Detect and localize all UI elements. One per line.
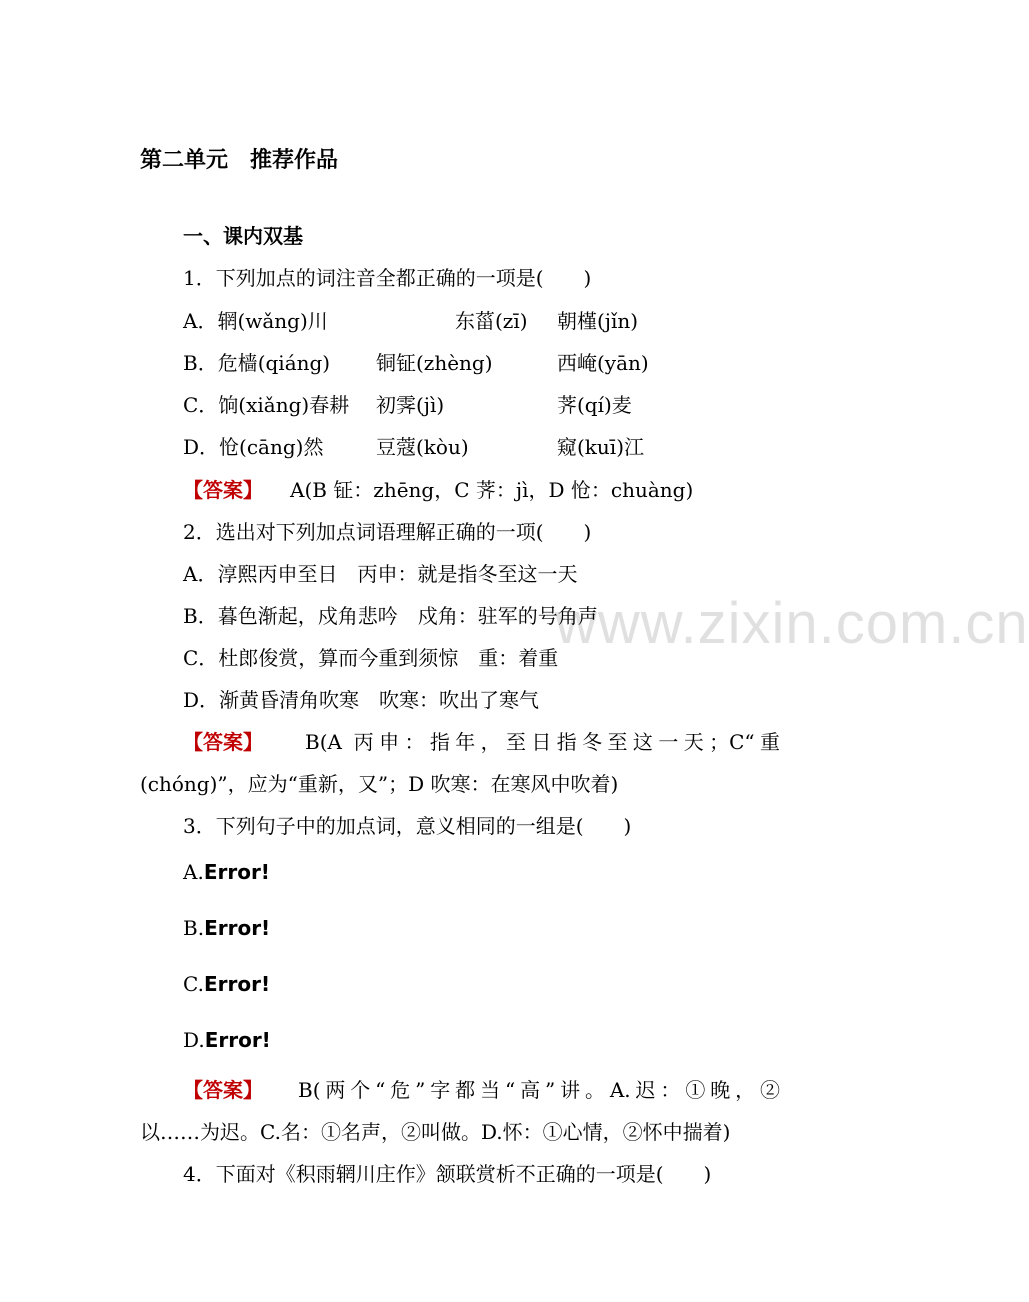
watermark: www.zixin.com.cn <box>555 591 1029 656</box>
q3-opt-a-letter: A. <box>183 860 204 884</box>
q2-opt-b: B．暮色渐起，戍角悲吟 戍角：驻军的号角声 <box>183 604 598 628</box>
q2-opt-d: D．渐黄昏清角吹寒 吹寒：吹出了寒气 <box>183 688 540 712</box>
q3-opt-b <box>183 918 270 938</box>
q1-opt-c-1: C．饷(xiǎng)春耕 <box>183 393 350 417</box>
q3-opt-c <box>183 974 270 994</box>
q2-opt-a: A．淳熙丙申至日 丙申：就是指冬至这一天 <box>183 562 578 586</box>
q3-answer-line2: 以……为迟。C.名：①名声，②叫做。D.怀：①心情，②怀中揣着) <box>140 1120 731 1144</box>
q3-opt-d-error: Error! <box>204 1028 271 1052</box>
q1-answer-label: 【答案】 <box>183 478 263 502</box>
q1-answer-text: A(B 钲：zhēng，C 荠：jì，D 怆：chuàng) <box>290 478 694 502</box>
q2-stem: 2．选出对下列加点词语理解正确的一项( ) <box>183 520 592 544</box>
q3-opt-c-error: Error! <box>203 972 271 996</box>
q1-opt-c-3: 荠(qí)麦 <box>557 393 632 417</box>
q3-answer-label: 【答案】 <box>183 1078 263 1102</box>
q1-stem: 1．下列加点的词注音全都正确的一项是( ) <box>183 266 592 290</box>
q1-opt-a-3: 朝槿(jǐn) <box>557 309 639 333</box>
q1-opt-d-2: 豆蔻(kòu) <box>376 435 469 459</box>
q1-opt-b-2: 铜钲(zhèng) <box>376 351 493 375</box>
q3-opt-d <box>183 1030 271 1050</box>
q1-opt-d-3: 窥(kuī)江 <box>557 435 645 459</box>
section-heading: 一、课内双基 <box>183 224 303 248</box>
q1-opt-d-1: D．怆(cāng)然 <box>183 435 324 459</box>
page-title: 第二单元 推荐作品 <box>140 148 339 173</box>
q4-stem: 4．下面对《积雨辋川庄作》颔联赏析不正确的一项是( ) <box>183 1162 712 1186</box>
q2-opt-c: C．杜郎俊赏，算而今重到须惊 重：着重 <box>183 646 559 670</box>
q1-opt-a-2: 东菑(zī) <box>455 309 528 333</box>
q2-answer-label: 【答案】 <box>183 730 263 754</box>
q3-opt-a <box>183 862 270 882</box>
q2-answer-line2: (chóng)”，应为“重新，又”；D 吹寒：在寒风中吹着) <box>140 772 619 796</box>
q1-opt-b-1: B．危樯(qiáng) <box>183 351 331 375</box>
q3-answer-line1: B(两个“危”字都当“高”讲。A.迟：①晚，② <box>298 1078 780 1102</box>
q3-opt-d-letter: D. <box>183 1028 205 1052</box>
q3-stem: 3．下列句子中的加点词，意义相同的一组是( ) <box>183 814 632 838</box>
q1-opt-c-2: 初霁(jì) <box>376 393 445 417</box>
q3-opt-b-letter: B. <box>183 916 205 940</box>
q1-opt-b-3: 西崦(yān) <box>557 351 649 375</box>
q1-opt-a-1: A．辋(wǎng)川 <box>183 309 328 333</box>
q2-answer-line1: B(A 丙申：指年，至日指冬至这一天；C“重 <box>305 730 780 754</box>
q3-opt-a-error: Error! <box>203 860 270 884</box>
q3-opt-b-error: Error! <box>204 916 271 940</box>
q3-opt-c-letter: C. <box>183 972 204 996</box>
